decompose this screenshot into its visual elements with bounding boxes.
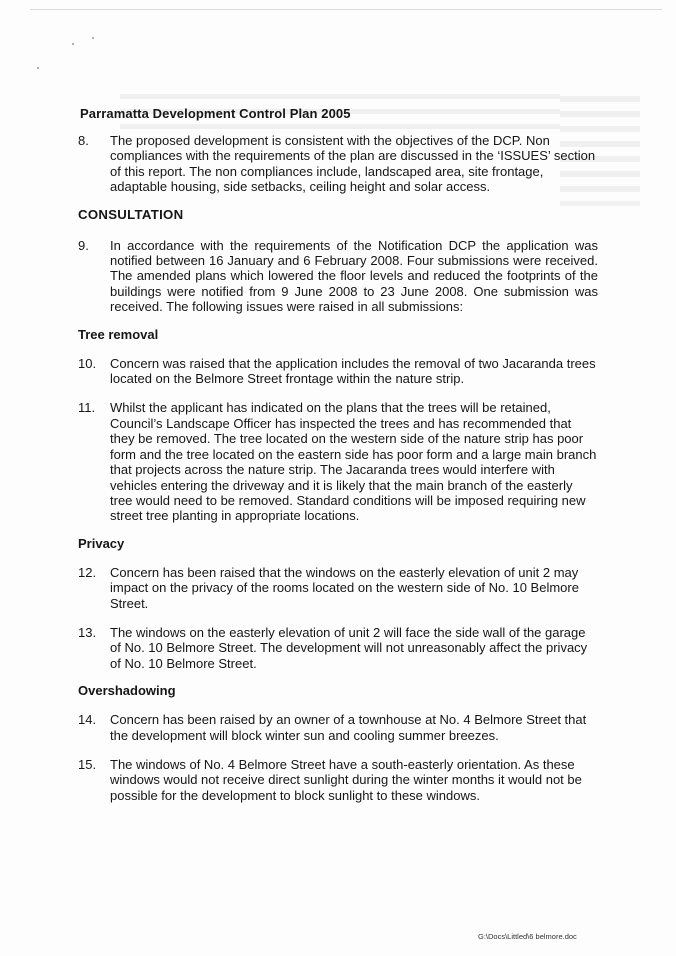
paragraph-number: 8. (78, 133, 89, 148)
paragraph-number: 10. (78, 355, 97, 371)
scan-speck (72, 43, 74, 45)
paragraph-13 (78, 625, 598, 671)
paragraph-text: Concern has been raised by an owner of a townhouse at No. 4 Belmore Street that the development will block winter sun and cooling summer breezes. (110, 712, 587, 743)
scan-speck (92, 37, 94, 39)
paragraph-number: 13. (78, 624, 97, 640)
paragraph-10 (78, 356, 598, 387)
paragraph-text: Concern has been raised that the windows on the easterly elevation of unit 2 may impact on the privacy of the rooms located on the western side of No. 10 Belmore Street. (110, 564, 579, 611)
subheading-tree-removal: Tree removal (78, 326, 159, 342)
paragraph-text: The windows on the easterly elevation of unit 2 will face the side wall of the garage of No. 10 Belmore Street. The development will not unreasonably affect the privacy of No. 10 Belmore Street. (110, 624, 588, 671)
paragraph-number: 12. (78, 564, 97, 580)
paragraph-15 (78, 757, 598, 803)
scan-speck (37, 67, 39, 69)
subheading-privacy: Privacy (78, 535, 125, 551)
footer-file-path: G:\Docs\Littled\6 belmore.doc (478, 932, 577, 941)
page-top-edge (30, 9, 662, 10)
paragraph-number: 9. (78, 237, 89, 253)
document-title: Parramatta Development Control Plan 2005 (80, 106, 351, 121)
paragraph-11 (78, 400, 598, 523)
paragraph-text: The windows of No. 4 Belmore Street have a south-easterly orientation. As these windows would not receive direct sunlight during the winter months it would not be possible for the development to block sunlight to these windows. (110, 756, 582, 803)
paragraph-text: Whilst the applicant has indicated on the plans that the trees will be retained, Council’s Landscape Officer has inspected the trees and has recommended that they be removed. The tree located on the western side of the nature strip has poor form and the tree located on the eastern side has poor form and a large main branch that projects across the nature strip. The Jacaranda trees would interfere with vehicles entering the driveway and it is likely that the main branch of the easterly tree would need to be removed. Standard conditions will be imposed requiring new street tree planting in appropriate locations. (110, 400, 597, 524)
subheading-overshadowing: Overshadowing (78, 683, 176, 699)
section-heading-consultation: CONSULTATION (78, 206, 184, 222)
paragraph-text: The proposed development is consistent with the objectives of the DCP. Non compliances with the requirements of the plan are discussed in the ‘ISSUES’ section of this report. The non compliances include, landscaped area, site frontage, adaptable housing, side setbacks, ceiling height and solar access. (110, 133, 596, 195)
paragraph-14 (78, 712, 598, 743)
paragraph-number: 11. (78, 400, 96, 416)
document-body (78, 106, 598, 803)
paragraph-number: 14. (78, 712, 97, 728)
paragraph-text: Concern was raised that the application includes the removal of two Jacaranda trees located on the Belmore Street frontage within the nature strip. (110, 355, 596, 387)
paragraph-text: In accordance with the requirements of the Notification DCP the application was notified between 16 January and 6 February 2008. Four submissions were received. The amended plans which lowered the floor levels and reduced the footprints of the buildings were notified from 9 June 2008 to 23 June 2008. One submission was received. The following issues were raised in all submissions: (110, 237, 598, 315)
paragraph-number: 15. (78, 756, 97, 772)
paragraph-12 (78, 565, 598, 611)
paragraph-9 (78, 238, 598, 315)
paragraph-8 (78, 133, 598, 195)
